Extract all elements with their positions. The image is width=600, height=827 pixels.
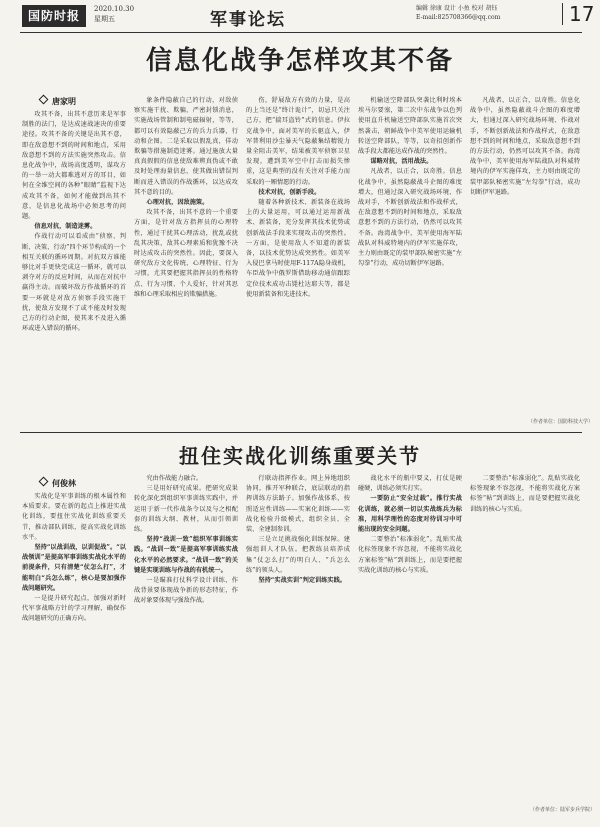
editor-credits — [416, 4, 500, 22]
article-divider — [20, 432, 582, 433]
article1-column-3 — [246, 96, 350, 428]
article2-headline: 扭住实战化训练重要关节 — [179, 444, 421, 468]
paragraph: 行联动指挥作业。网上异地组织协同，推开军种联合，底层联动的指挥训练方法路子。加强作战体系，按照适应性训练——实案化训练——实战化检验升级模式，组织全员、全装、全建制参训。 — [246, 475, 350, 534]
paragraph: 攻其不备，出其不意历来是军事制胜的法门，是达成速战速决的重要途径。攻其不备的关键是出其不意，即在敌意想不到的时间和地点，采用敌意想不到的方法实施突然攻击。信息化战争中，战场高度透明，谋攻方的一举一动大都难逃对方的耳目，如何在全维空间的各种“眼睛”监视下达成攻其不备，如何才能做到出其不意，是信息化战场中必须思考的问题。 — [22, 111, 126, 221]
article1-column-5 — [470, 96, 580, 414]
article1-column-1 — [22, 110, 126, 428]
issue-weekday: 星期五 — [94, 15, 115, 23]
paragraph: 一是提升研究起点，加强对新时代军事战略方针的学习理解，确保作战问题研究的正确方向。 — [22, 595, 126, 623]
article1-byline — [40, 96, 76, 107]
article2-affiliation: （作者单位：陆军步兵学院） — [530, 807, 596, 813]
article1-column-2 — [134, 96, 238, 428]
paragraph: 机输送空降部队突袭比利时埃本埃马尔要塞，第二次中东战争以色列使用直升机输送空降部队实施首次突然袭击，朝鲜战争中美军使用运输机转送空降部队，等等，以奇招创新作战手段大都能达成作战的突然性。 — [358, 97, 462, 156]
section-title: 军事论坛 — [210, 10, 286, 30]
issue-date-block — [94, 4, 134, 24]
paragraph: 战化水平的瓶中要义，打仗是硬碰硬，训练必须实打实。 — [358, 475, 462, 493]
subheading: 坚持“战训一致”组织军事训练实践。“战训一致”是提高军事训练实战化水平的必然要求。“战训一致”的关键是实现训练与作战的有机统一。 — [134, 536, 238, 574]
article1-column-4 — [358, 96, 462, 428]
article2-column-3 — [246, 474, 350, 817]
article2-byline — [40, 478, 76, 489]
subheading: 信息对抗，制造迷雾。 — [34, 223, 97, 231]
header-rule — [20, 32, 582, 33]
subheading: 谋略对抗，活用战法。 — [370, 158, 433, 166]
article2-author: 何俊林 — [52, 479, 76, 488]
subheading: 一要防止“安全过载”。推行实战化训练，就必须一切以实战练兵为标准，用科学理性的态度对待训习中可能出现的安全问题。 — [358, 495, 462, 534]
paragraph: 二要整治“标准弱化”。乱贴实战化标签现象不容忽视，不能将实战化方案标签“帖”到训练上，而是要把握实战化训练的核心与实质。 — [358, 536, 462, 574]
paragraph: 究由作战能力融合。 — [146, 475, 203, 482]
page-number: 17 — [562, 3, 594, 25]
paragraph: 伤，舒展敌方有效的力量，是高的上当还是“终计诡计”，切忌只关注己方，把“揣耳盗铃”式的信息。伊拉克战争中，面对美军的长驱直入，伊军普利用沙尘暴天气隐蔽集结精锐力量全阻击美军，结果被美军侦察卫星发现，遭到美军空中打击而损失惨重，这是典型的没有关注对手能力而采取的一厢情愿的行动。 — [246, 97, 350, 186]
editor-email: E-mail:825708366@qq.com — [416, 14, 501, 21]
subheading: 坚持“实战实训”判定训练实践。 — [258, 577, 346, 585]
diamond-icon — [39, 477, 49, 487]
article2-column-5 — [470, 474, 580, 804]
subheading: 技术对抗，创新手段。 — [258, 188, 321, 196]
paragraph: 三是用好研究成果。把研究成果转化深化到组织军事训练实践中，并运用于新一代作战条令以及与之相配套的训练大纲、教材，从而引领训练。 — [134, 485, 238, 534]
paragraph: 象条件隐蔽自己的行动，对敌侦察实施干扰、欺骗，严密封锁消息，实施战场管制和制电磁辐射，等等，都可以有效隐蔽己方的兵力兵器，行动和企图。二是采取以假乱真，佯动欺骗等措施制造迷雾。通过施放大量真真假假的信息使敌难辨真伪或不敢及时处理海量信息，使其做出错误判断而进入错误的作战循环，以达成攻其不意的目的。 — [134, 97, 238, 196]
paragraph: 三是立足挑战强化训练保障。建强组训人才队伍。把教练员培养成集“仗怎么打”的明白人、“兵怎么练”的领头人。 — [246, 536, 350, 574]
article2-column-4 — [358, 474, 462, 817]
paragraph: 二要整治“标准弱化”。乱贴实战化标签现象不容忽视，不能将实战化方案标签“帖”到训练上，而是要把握实战化训练的核心与实质。 — [470, 475, 580, 513]
subheading: 心理对抗，因敌施策。 — [146, 199, 209, 207]
paragraph: 实战化是军事训练的根本属性和本质要求。要在新的起点上推进实战化训练，要扭住实战化训练重要关节，推动部队训练，提高实战化训练水平。 — [22, 493, 126, 541]
paragraph: 攻其不备，出其不意的一个重要方面，是针对敌方指挥员的心理特性，通过干扰其心理活动，扰乱或扰乱其决策，敌其心理素质和犹豫不决时达成攻击的突然性。因此，要深入研究敌方文化传统、心理特征、行为习惯，尤其要把握其指挥员的性格特点、行为习惯、个人爱好，针对其思维和心理采取相应的欺骗措施。 — [134, 209, 238, 298]
subheading: 坚持“以战训战，以训促战”。“以战领训”是提高军事训练实战化水平的前提条件，只有清楚“仗怎么打”，才能明白“兵怎么练”，核心是要加强作战问题研究。 — [22, 544, 126, 592]
paragraph: 作战行动可以看成由“侦察、判断、决策、行动”四个环节构成的一个相互关联的循环周期。对抗双方谁能够比对手更快完成这一循环，就可以剥夺对方的反应时间，从而在对抗中赢得主动。而破坏敌方作战循环的首要一环就是对敌方侦察手段实施干扰，使敌方发现不了或不能及时发现己方的行动企图，使其来不及进入循环或进入错误的循环。 — [22, 233, 126, 333]
issue-date: 2020.10.30 — [94, 5, 135, 13]
editor-names: 编辑 徐康 设计 小鱼 校对 胡钰 — [416, 5, 498, 12]
paragraph: 凡战者，以正合，以奇胜。信息化战争中，虽然隐蔽战斗企图的难度增大，但通过深入研究战场环境、作战对手，不断创新战法和作战样式，在敌意想不到的时间和地点，采取敌意想不到的方法行动，仍然可以攻其不备。海湾战争中，美军使用海军陆战队对科威特境内的伊军实施佯攻，主力则由既定的装甲部队秘密实施“左勾拳”行动，成功切断伊军退路。 — [470, 97, 580, 196]
article2-column-2 — [134, 474, 238, 817]
newspaper-logo: 国防时报 — [22, 5, 86, 27]
paragraph: 随着各种新技术、新装备在战场上的大量运用，可以通过运用新战术、新装备，充分发挥其技术优势或创新战法手段来实现攻击的突然性。一方面，是使用敌人不知道的新装备，以技术优势达成突然性。如美军入侵巴拿马时使用F-117A隐身战机，车臣战争中俄罗斯借助移动通信跟踪定位技术成功击毙杜达耶夫等，都是使用新装备和先进技术。 — [246, 199, 350, 298]
paragraph: 一是瞄准打仗科学设计训练，作战背景要体现战争新的形态特征，作战对象要体现与强敌作战。 — [134, 577, 238, 605]
diamond-icon — [39, 95, 49, 105]
article2-column-1 — [22, 492, 126, 817]
article1-headline: 信息化战争怎样攻其不备 — [145, 46, 454, 76]
article1-author: 唐家明 — [52, 97, 76, 106]
article1-affiliation: （作者单位：国防科技大学） — [528, 419, 594, 425]
page-header — [0, 0, 600, 32]
paragraph: 凡战者，以正合，以奇胜。信息化战争中，虽然隐蔽战斗企图的难度增大，但通过深入研究战场环境、作战对手，不断创新战法和作战样式，在敌意想不到的时间和地点，采取敌意想不到的方法行动，仍然可以攻其不备。海湾战争中，美军使用海军陆战队对科威特境内的伊军实施佯攻，主力则由既定的装甲部队秘密实施“左勾拳”行动，成功切断伊军退路。 — [358, 168, 462, 268]
